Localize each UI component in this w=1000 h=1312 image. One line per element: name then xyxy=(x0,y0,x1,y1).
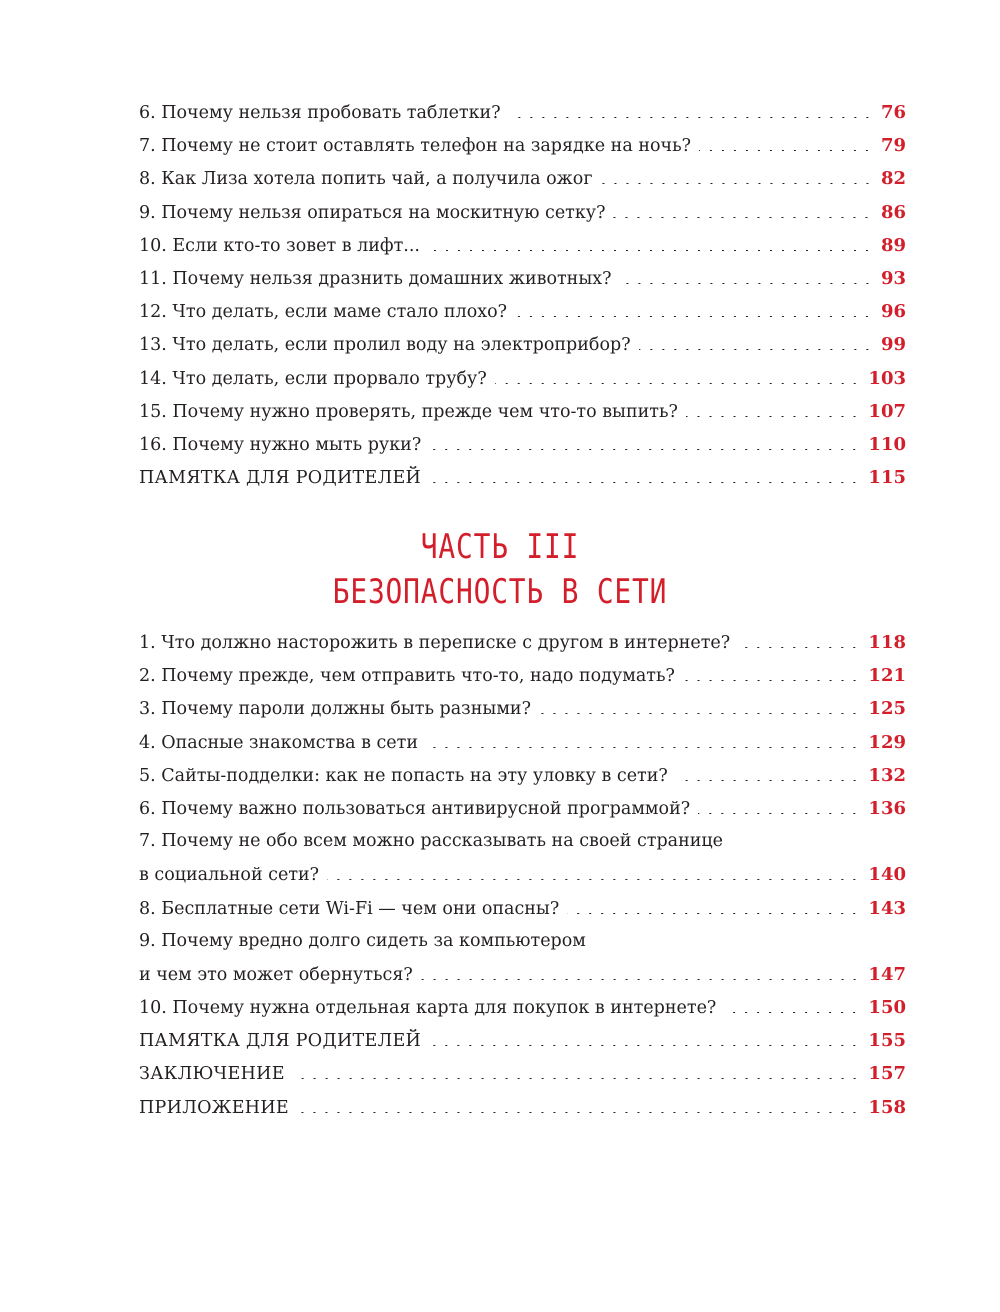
toc-entry-title: 8. Бесплатные сети Wi-Fi — чем они опасны? xyxy=(139,898,560,919)
dot-leader xyxy=(293,1078,861,1079)
dot-leader xyxy=(698,813,860,814)
toc-entry-title: 7. Почему не обо всем можно рассказывать на своей странице xyxy=(139,831,724,852)
dot-leader xyxy=(297,1112,860,1113)
toc-entry[interactable] xyxy=(139,726,906,759)
toc-entry-title: 7. Почему не стоит оставлять телефон на зарядке на ночь? xyxy=(139,136,692,157)
toc-entry-page: 107 xyxy=(868,400,906,422)
dot-leader xyxy=(515,316,873,317)
toc-entry[interactable] xyxy=(139,362,906,395)
dot-leader xyxy=(426,747,860,748)
part-title: БЕЗОПАСНОСТЬ В СЕТИ xyxy=(332,572,668,612)
toc-entry-title: 2. Почему прежде, чем отправить что-то, надо подумать? xyxy=(139,666,675,687)
dot-leader xyxy=(676,780,861,781)
toc-entry-page: 118 xyxy=(868,632,906,653)
toc-entry-title: 14. Что делать, если прорвало трубу? xyxy=(139,368,487,389)
toc-entry-page: 115 xyxy=(868,467,906,489)
toc-entry[interactable] xyxy=(139,659,906,692)
toc-entry-title: ПРИЛОЖЕНИЕ xyxy=(139,1097,289,1118)
toc-entry[interactable] xyxy=(139,792,906,825)
toc-entry-page: 121 xyxy=(868,665,906,687)
dot-leader xyxy=(738,647,860,648)
toc-entry-title-cont: и чем это может обернуться? xyxy=(139,964,413,985)
toc-entry-page: 79 xyxy=(880,135,906,157)
toc-entry-title: 10. Почему нужна отдельная карта для покупок в интернете? xyxy=(139,998,717,1019)
toc-entry[interactable] xyxy=(139,626,906,659)
dot-leader xyxy=(686,416,861,417)
dot-leader xyxy=(539,713,860,714)
toc-entry[interactable] xyxy=(139,196,906,229)
dot-leader xyxy=(639,349,873,350)
toc-entry-page: 89 xyxy=(880,234,906,256)
dot-leader xyxy=(724,1012,860,1013)
toc-entry-appendix[interactable] xyxy=(139,1091,906,1124)
toc-entry[interactable] xyxy=(139,428,906,461)
dot-leader xyxy=(429,1045,860,1046)
toc-entry-line2[interactable] xyxy=(139,958,906,991)
toc-entry-page: 110 xyxy=(868,433,906,455)
toc-entry-page: 157 xyxy=(868,1063,906,1085)
toc-entry-title: 10. Если кто-то зовет в лифт... xyxy=(139,235,420,256)
dot-leader xyxy=(620,283,873,284)
toc-list-part3 xyxy=(139,626,906,1124)
toc-entry-title: 12. Что делать, если маме стало плохо? xyxy=(139,302,508,323)
toc-entry[interactable] xyxy=(139,692,906,725)
toc-entry-line1[interactable] xyxy=(139,825,906,858)
dot-leader xyxy=(509,117,873,118)
toc-entry-title: ЗАКЛЮЧЕНИЕ xyxy=(139,1064,285,1085)
dot-leader xyxy=(428,250,873,251)
toc-entry-title: 15. Почему нужно проверять, прежде чем что-то выпить? xyxy=(139,401,678,422)
toc-list-part2 xyxy=(139,96,906,494)
toc-entry-page: 132 xyxy=(868,764,906,786)
toc-entry[interactable] xyxy=(139,96,906,129)
toc-entry-title: 16. Почему нужно мыть руки? xyxy=(139,434,422,455)
toc-entry[interactable] xyxy=(139,759,906,792)
toc-entry-page: 155 xyxy=(868,1030,906,1052)
toc-entry-page: 158 xyxy=(868,1096,906,1118)
dot-leader xyxy=(699,150,873,151)
toc-entry-page: 125 xyxy=(868,698,906,720)
dot-leader xyxy=(327,879,860,880)
toc-entry-title: ПАМЯТКА ДЛЯ РОДИТЕЛЕЙ xyxy=(139,468,422,489)
toc-entry-title: 13. Что делать, если пролил воду на электроприбор? xyxy=(139,335,631,356)
toc-entry-page: 136 xyxy=(868,797,906,819)
toc-entry-title-cont: в социальной сети? xyxy=(139,865,320,886)
toc-entry-title: ПАМЯТКА ДЛЯ РОДИТЕЛЕЙ xyxy=(139,1031,422,1052)
dot-leader xyxy=(429,449,860,450)
toc-entry-page: 82 xyxy=(880,168,906,190)
toc-entry-title: 9. Почему вредно долго сидеть за компьютером xyxy=(139,930,586,951)
toc-entry-page: 150 xyxy=(868,997,906,1019)
toc-entry[interactable] xyxy=(139,991,906,1024)
toc-entry-page: 96 xyxy=(880,301,906,323)
toc-entry-page: 93 xyxy=(880,267,906,289)
toc-entry[interactable] xyxy=(139,162,906,195)
toc-entry-parent-memo[interactable] xyxy=(139,1024,906,1057)
dot-leader xyxy=(429,482,860,483)
toc-entry-line1[interactable] xyxy=(139,925,906,958)
toc-entry-title: 3. Почему пароли должны быть разными? xyxy=(139,699,531,720)
toc-entry-page: 147 xyxy=(868,963,906,985)
toc-entry-page: 143 xyxy=(868,897,906,919)
toc-entry-parent-memo[interactable] xyxy=(139,461,906,494)
toc-entry-title: 8. Как Лиза хотела попить чай, а получила ожог xyxy=(139,169,593,190)
dot-leader xyxy=(601,183,873,184)
toc-entry-title: 5. Сайты-подделки: как не попасть на эту уловку в сети? xyxy=(139,765,668,786)
toc-entry-page: 86 xyxy=(880,201,906,223)
toc-entry-page: 140 xyxy=(868,864,906,886)
toc-entry[interactable] xyxy=(139,229,906,262)
toc-entry-title: 6. Почему важно пользоваться антивирусной программой? xyxy=(139,798,691,819)
toc-entry-conclusion[interactable] xyxy=(139,1057,906,1090)
dot-leader xyxy=(495,383,861,384)
toc-entry-page: 129 xyxy=(868,731,906,753)
toc-entry[interactable] xyxy=(139,395,906,428)
toc-entry-page: 99 xyxy=(880,334,906,356)
part-label: ЧАСТЬ III xyxy=(420,527,580,567)
dot-leader xyxy=(613,217,872,218)
toc-entry-title: 11. Почему нельзя дразнить домашних животных? xyxy=(139,268,612,289)
toc-entry-title: 6. Почему нельзя пробовать таблетки? xyxy=(139,103,501,123)
toc-entry-title: 4. Опасные знакомства в сети xyxy=(139,732,418,753)
toc-entry-page: 103 xyxy=(868,367,906,389)
toc-entry[interactable] xyxy=(139,129,906,162)
dot-leader xyxy=(567,913,860,914)
toc-entry[interactable] xyxy=(139,328,906,361)
toc-entry-title: 9. Почему нельзя опираться на москитную сетку? xyxy=(139,202,606,223)
dot-leader xyxy=(683,680,861,681)
toc-entry-title: 1. Что должно насторожить в переписке с другом в интернете? xyxy=(139,633,731,653)
toc-entry[interactable] xyxy=(139,262,906,295)
toc-entry-page: 76 xyxy=(880,102,906,123)
dot-leader xyxy=(421,979,861,980)
toc-entry[interactable] xyxy=(139,892,906,925)
toc-entry-line2[interactable] xyxy=(139,858,906,891)
toc-entry[interactable] xyxy=(139,295,906,328)
